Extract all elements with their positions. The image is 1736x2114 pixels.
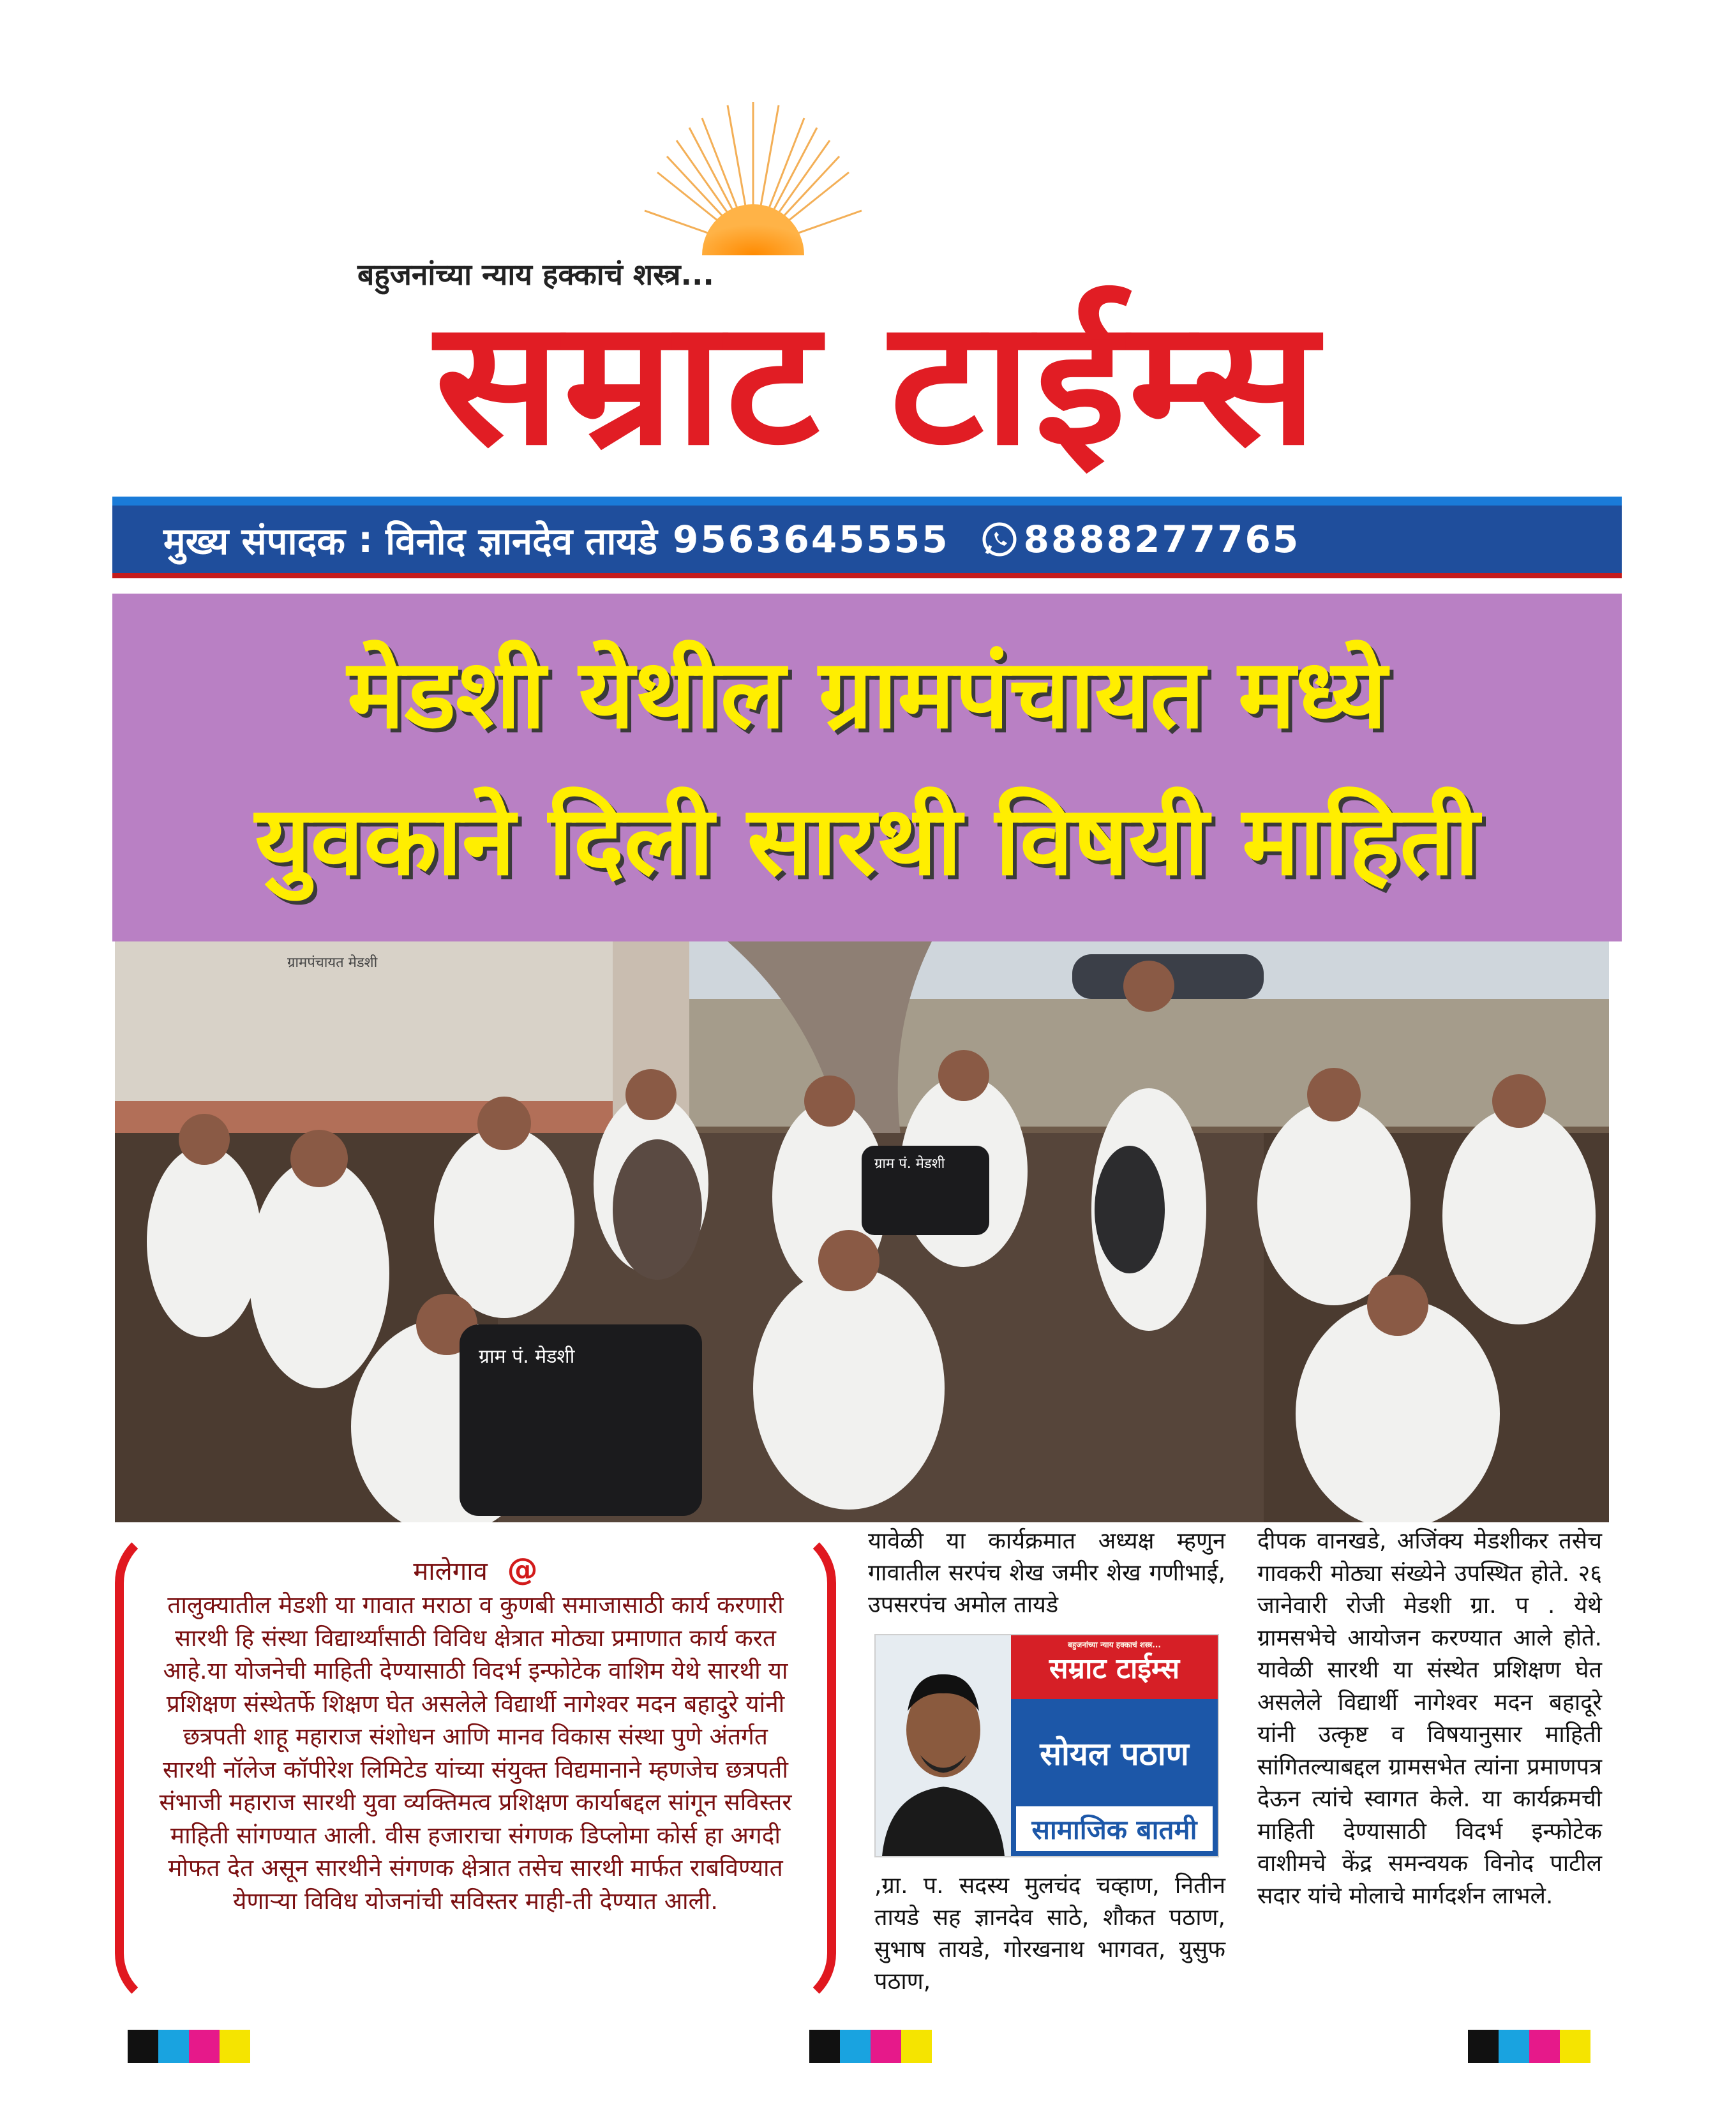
regmark-cyan	[840, 2030, 871, 2063]
phone-number-2: 8888277765	[1023, 518, 1301, 561]
reporter-photo	[876, 1635, 1011, 1856]
regmark-yellow	[1560, 2030, 1590, 2063]
whatsapp-icon	[982, 521, 1017, 557]
registration-mark-center	[809, 2030, 932, 2063]
reporter-card-brand: सम्राट टाईम्स	[1049, 1653, 1180, 1685]
editor-label: मुख्य संपादक	[163, 519, 345, 563]
registration-mark-left	[128, 2030, 250, 2063]
reporter-name: सोयल पठाण	[1040, 1735, 1189, 1773]
reporter-card-brand-box	[1011, 1635, 1218, 1699]
meeting-photo	[115, 941, 1609, 1522]
phone-number-1: 9563645555	[673, 518, 950, 561]
editor-name: विनोद ज्ञानदेव तायडे	[385, 519, 658, 563]
chair-label-1: ग्राम पं. मेडशी	[874, 1156, 945, 1172]
registration-mark-right	[1468, 2030, 1590, 2063]
reporter-role: सामाजिक बातमी	[1016, 1806, 1213, 1851]
article-mid-top-text: यावेळी या कार्यक्रमात अध्यक्ष म्हणुन गावातील सरपंच शेख जमीर शेख गणीभाई, उपसरपंच अमोल तायडे	[868, 1528, 1225, 1618]
at-symbol: @	[507, 1552, 538, 1587]
masthead-tagline: बहुजनांच्या न्याय हक्काचं शस्त्र...	[357, 257, 714, 292]
article-mid-bottom-text: ,ग्रा. प. सदस्य मुलचंद चव्हाण, नितीन तायडे सह ज्ञानदेव साठे, शौकत पठाण, सुभाष तायडे, गोरखनाथ भागवत, युसुफ पठाण,	[874, 1873, 1225, 1995]
regmark-yellow	[901, 2030, 932, 2063]
newspaper-brand: सम्राट टाईम्स	[435, 282, 1321, 483]
article-right-text: दीपक वानखडे, अजिंक्य मेडशीकर तसेच गावकरी मोठ्या संख्येने उपस्थित होते. २६ जानेवारी रोजी मेडशी ग्रा. प . येथे ग्रामसभेचे आयोजन करण्यात आले होते. यावेळी सारथी या संस्थेत प्रशिक्षण घेत असलेले विद्यार्थी नागेश्वर मदन बहादूरे यांनी उत्कृष्ट व विषयानुसार माहिती सांगितल्याबद्दल ग्रामसभेत त्यांना प्रमाणपत्र देऊन त्यांचे स्वागत केले. या कार्यक्रमची माहिती देण्यासाठी विदर्भ इन्फोटेक वाशीमचे केंद्र समन्वयक विनोद पाटील सदार यांचे मोलाचे मार्गदर्शन लाभले.	[1257, 1528, 1602, 1909]
article-dateline-row	[156, 1552, 795, 1589]
article-middle-column	[868, 1526, 1225, 2011]
chair-label-2: ग्राम पं. मेडशी	[479, 1346, 575, 1368]
article-lead-column	[115, 1526, 836, 2011]
editor-bar	[112, 497, 1622, 578]
regmark-black	[1468, 2030, 1499, 2063]
regmark-magenta	[1529, 2030, 1560, 2063]
reporter-info	[1011, 1635, 1218, 1856]
sunburst-logo	[638, 102, 868, 255]
regmark-cyan	[158, 2030, 189, 2063]
reporter-card	[874, 1634, 1219, 1857]
regmark-black	[128, 2030, 158, 2063]
regmark-cyan	[1499, 2030, 1529, 2063]
editor-separator: :	[357, 518, 373, 561]
regmark-black	[809, 2030, 840, 2063]
headline-line-1: मेडशी येथील ग्रामपंचायत मध्ये	[347, 638, 1387, 750]
wall-sign: ग्रामपंचायत मेडशी	[287, 955, 378, 971]
regmark-yellow	[220, 2030, 250, 2063]
reporter-card-tagline: बहुजनांच्या न्याय हक्काचं शस्त्र...	[1068, 1640, 1161, 1649]
headline-line-2: युवकाने दिली सारथी विषयी माहिती	[255, 785, 1479, 897]
regmark-magenta	[871, 2030, 901, 2063]
regmark-magenta	[189, 2030, 220, 2063]
headline-box	[112, 594, 1622, 941]
article-dateline: मालेगाव	[413, 1557, 488, 1586]
article-right-column	[1257, 1526, 1602, 2011]
article-lead-text: तालुक्यातील मेडशी या गावात मराठा व कुणबी समाजासाठी कार्य करणारी सारथी हि संस्था विद्यार्थ्यांसाठी विविध क्षेत्रात मोठ्या प्रमाणात कार्य करत आहे.या योजनेची माहिती देण्यासाठी विदर्भ इन्फोटेक वाशिम येथे सारथी या प्रशिक्षण संस्थेतर्फे शिक्षण घेत असलेले विद्यार्थी नागेश्वर मदन बहादुरे यांनी छत्रपती शाहू महाराज संशोधन आणि मानव विकास संस्था पुणे अंतर्गत सारथी नॉलेज कॉपीरेश लिमिटेड यांच्या संयुक्त विद्यमानाने म्हणजेच छत्रपती संभाजी महाराज सारथी युवा व्यक्तिमत्व प्रशिक्षण कार्याबद्दल सांगून सविस्तर माहिती सांगण्यात आली. वीस हजाराचा संगणक डिप्लोमा कोर्स हा अगदी मोफत देत असून सारथीने संगणक क्षेत्रात तसेच सारथी मार्फत राबविण्यात येणाऱ्या विविध योजनांची सविस्तर माही-ती देण्यात आली.	[159, 1591, 792, 1915]
